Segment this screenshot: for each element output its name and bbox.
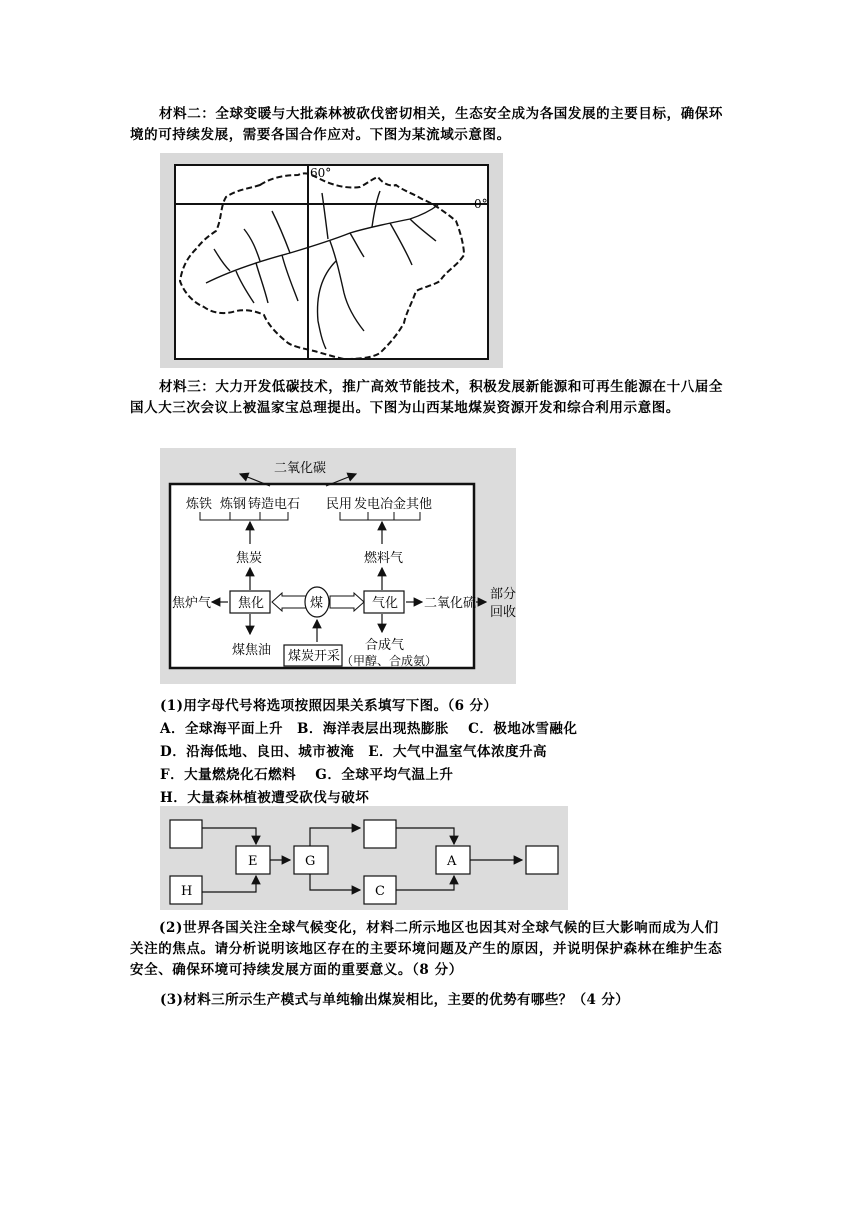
box-e-label: E (248, 854, 258, 869)
product-other: 其他 (406, 497, 433, 512)
question2-paragraph: (2)世界各国关注全球气候变化，材料二所示地区也因其对全球气候的巨大影响而成为人们关注的焦点。请分析说明该地区存在的主要环境问题及产生的原因，并说明保护森林在维护生态安全、确保环境可持续发展方面的重要意义。（8 分） (130, 920, 723, 978)
recovery-label-1: 部分 (490, 587, 516, 602)
recovery-label-2: 回收 (490, 605, 516, 620)
box-g-label: G (305, 854, 316, 869)
gasify-label: 气化 (372, 596, 399, 611)
product-steelmaking: 炼钢 (220, 497, 247, 512)
coal-tar-label: 煤焦油 (232, 643, 272, 658)
box-a-label: A (447, 854, 457, 869)
box-h-label: H (181, 884, 193, 899)
coal-utilization-diagram (160, 448, 516, 684)
syngas-label: 合成气 (365, 638, 405, 653)
coke-oven-gas-label: 焦炉气 (172, 596, 212, 611)
blank-box-top-left[interactable] (170, 820, 202, 848)
so2-label: 二氧化硫 (424, 596, 477, 611)
product-metallurgy: 冶金 (380, 497, 407, 512)
coke-label: 焦炭 (236, 551, 263, 566)
material3-paragraph: 材料三：大力开发低碳技术，推广高效节能技术，积极发展新能源和可再生能源在十八届全国人大三次会议上被温家宝总理提出。下图为山西某地煤炭资源开发和综合利用示意图。 (130, 379, 723, 416)
co2-label: 二氧化碳 (274, 461, 327, 476)
option-line-2: D．沿海低地、良田、城市被淹 E．大气中温室气体浓度升高 (160, 744, 547, 760)
causal-flowchart (160, 806, 568, 910)
option-line-3: F．大量燃烧化石燃料 G．全球平均气温上升 (160, 767, 454, 783)
blank-box-top-middle[interactable] (364, 820, 396, 848)
latitude-label: 0° (474, 197, 488, 211)
product-power: 发电 (354, 497, 381, 512)
option-line-1: A．全球海平面上升 B．海洋表层出现热膨胀 C．极地冰雪融化 (160, 721, 578, 737)
fuel-gas-label: 燃料气 (364, 551, 404, 566)
box-c-label: C (375, 884, 385, 899)
blank-box-result[interactable] (526, 846, 558, 874)
question1-prompt: (1)用字母代号将选项按照因果关系填写下图。（6 分） (160, 698, 498, 714)
longitude-label: 60° (310, 166, 332, 180)
mining-label: 煤炭开采 (288, 649, 341, 664)
material2-paragraph: 材料二：全球变暖与大批森林被砍伐密切相关，生态安全成为各国发展的主要目标，确保环境的可持续发展，需要各国合作应对。下图为某流域示意图。 (130, 106, 723, 143)
coking-label: 焦化 (238, 596, 265, 611)
product-casting: 铸造 (248, 497, 275, 512)
option-line-4: H．大量森林植被遭受砍伐与破坏 (160, 790, 370, 806)
coal-label: 煤 (310, 596, 324, 611)
river-basin-map (160, 153, 503, 368)
question3-paragraph: (3)材料三所示生产模式与单纯输出煤炭相比，主要的优势有哪些？（4 分） (160, 992, 630, 1008)
syngas-note: （甲醇、合成氨） (341, 654, 438, 668)
product-ironmaking: 炼铁 (186, 497, 213, 512)
product-civil: 民用 (326, 497, 353, 512)
product-calcium-carbide: 电石 (274, 497, 301, 512)
